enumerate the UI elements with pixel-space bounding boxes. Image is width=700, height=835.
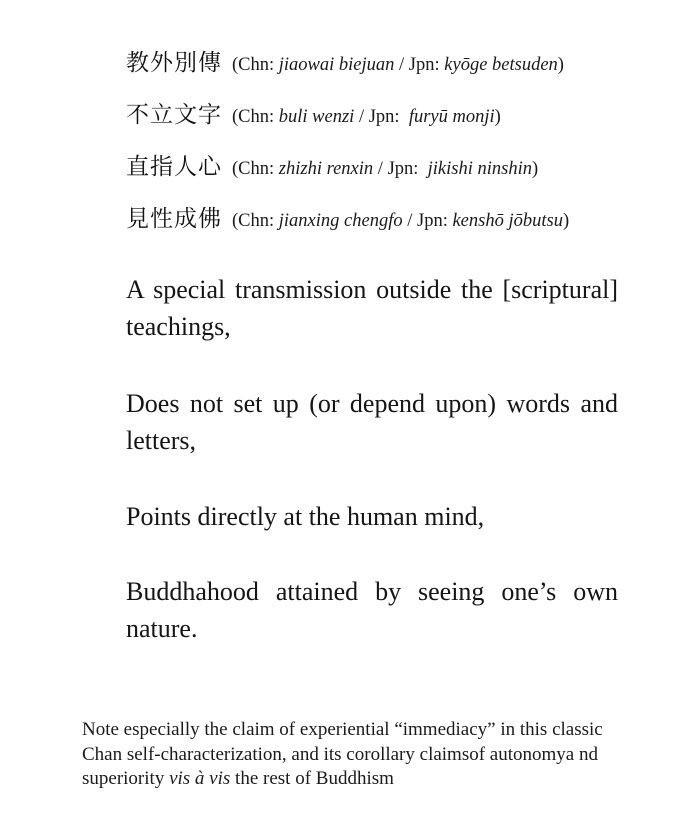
- romanization: (Chn: buli wenzi / Jpn: furyū monji): [232, 107, 501, 127]
- chinese-phrase: 直指人心: [126, 154, 222, 180]
- translation-line-2: Does not set up (or depend upon) words and letters,: [126, 389, 618, 455]
- phrase-row-3: [126, 148, 626, 181]
- japanese-reading: kenshō jōbutsu: [452, 211, 563, 231]
- chinese-phrase: 教外別傳: [126, 50, 222, 76]
- note-paragraph: Note especially the claim of experiential “immediacy” in this classic Chan self-characterization, and its corollary claimsof autonomya nd superiority vis à vis the rest of Buddhism: [82, 719, 603, 789]
- note-italic: vis à vis: [169, 768, 231, 789]
- phrase-row-2: [126, 96, 626, 129]
- romanization: (Chn: zhizhi renxin / Jpn: jikishi ninshin): [232, 159, 539, 179]
- translation-line-3: Points directly at the human mind,: [126, 502, 485, 531]
- chinese-phrase: 見性成佛: [126, 206, 222, 232]
- romanization: (Chn: jianxing chengfo / Jpn: kenshō jōbutsu): [232, 211, 570, 231]
- romanization: (Chn: jiaowai biejuan / Jpn: kyōge betsuden): [232, 55, 564, 75]
- chinese-reading: buli wenzi: [278, 107, 355, 127]
- chinese-reading: zhizhi renxin: [278, 159, 374, 179]
- japanese-reading: jikishi ninshin: [427, 159, 532, 179]
- phrase-row-4: [126, 200, 626, 233]
- chinese-reading: jiaowai biejuan: [278, 55, 395, 75]
- phrase-row-1: [126, 44, 626, 77]
- translation-line-1: A special transmission outside the [scriptural] teachings,: [126, 275, 618, 341]
- chinese-phrase: 不立文字: [126, 102, 222, 128]
- japanese-reading: kyōge betsuden: [444, 55, 558, 75]
- translation-line-4: Buddhahood attained by seeing one’s own nature.: [126, 577, 618, 643]
- japanese-reading: furyū monji: [408, 107, 495, 127]
- chinese-reading: jianxing chengfo: [278, 211, 403, 231]
